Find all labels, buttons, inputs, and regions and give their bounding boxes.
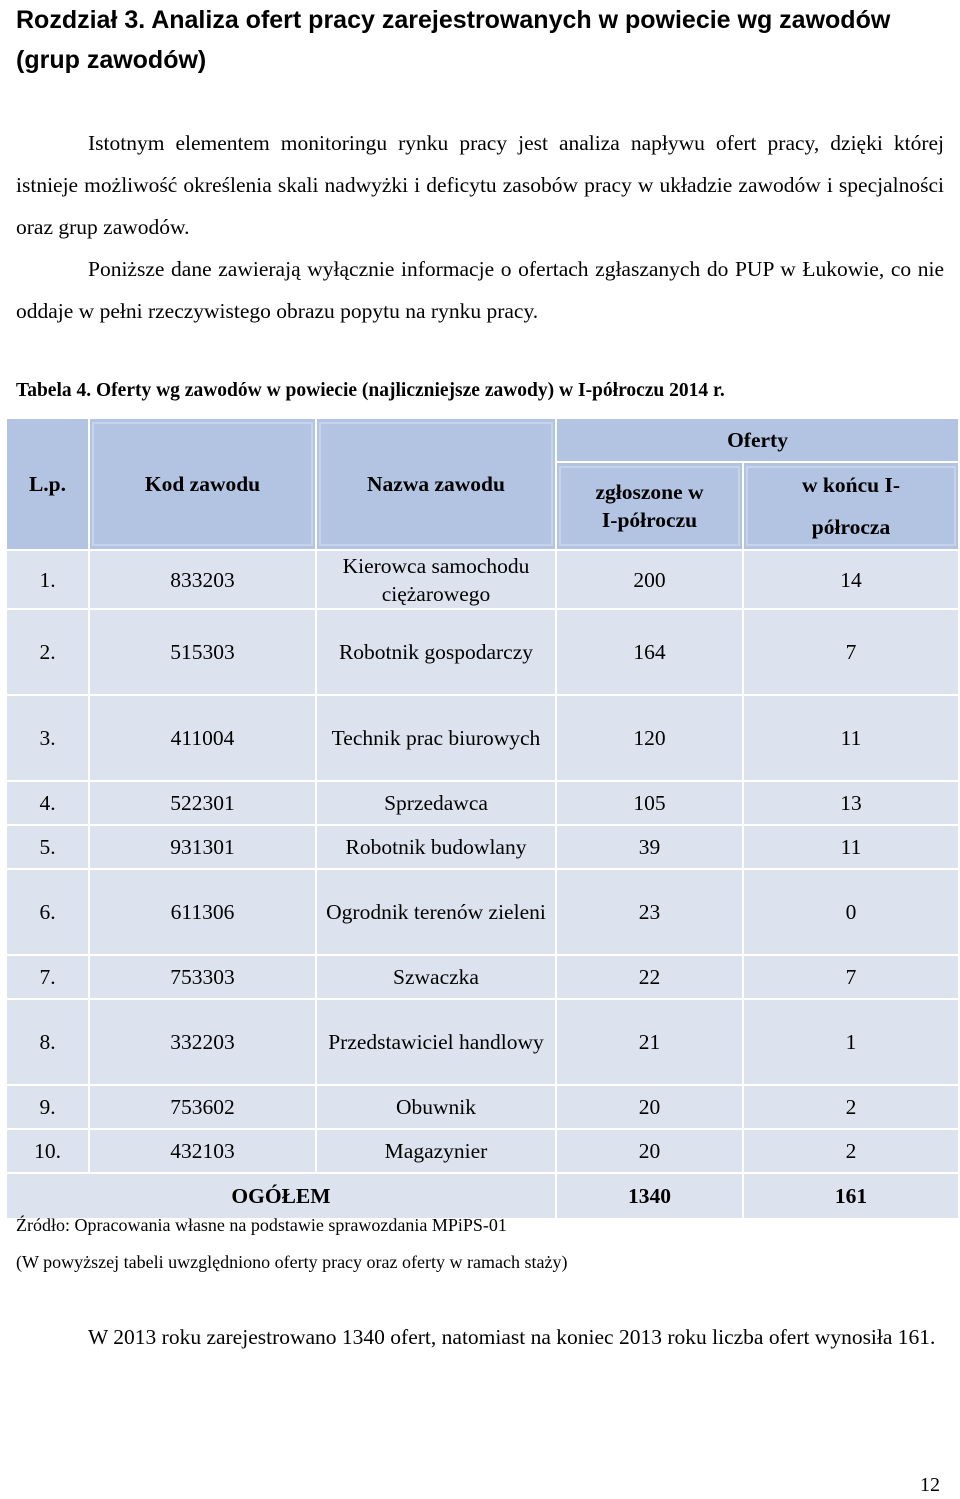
cell-lp: 4.: [6, 781, 89, 825]
total-koniec: 161: [743, 1173, 959, 1219]
cell-zgloszone: 39: [556, 825, 743, 869]
header-koniec-label: w końcu I-półrocza: [802, 473, 900, 539]
cell-kod: 432103: [89, 1129, 316, 1173]
cell-nazwa: Szwaczka: [316, 955, 556, 999]
cell-lp: 1.: [6, 550, 89, 609]
cell-nazwa: Robotnik gospodarczy: [316, 609, 556, 695]
cell-zgloszone: 164: [556, 609, 743, 695]
cell-zgloszone: 105: [556, 781, 743, 825]
cell-kod: 522301: [89, 781, 316, 825]
cell-koniec: 14: [743, 550, 959, 609]
paragraph-intro: [16, 122, 944, 248]
header-koniec: [743, 462, 959, 550]
cell-kod: 411004: [89, 695, 316, 781]
cell-koniec: 11: [743, 825, 959, 869]
cell-koniec: 1: [743, 999, 959, 1085]
table-row: [6, 1085, 959, 1129]
header-kod: [89, 418, 316, 550]
cell-kod: 931301: [89, 825, 316, 869]
cell-koniec: 2: [743, 1085, 959, 1129]
paragraph-intro-text: Istotnym elementem monitoringu rynku pracy jest analiza napływu ofert pracy, dzięki której istnieje możliwość określenia skali nadwyżki i deficytu zasobów pracy w układzie zawodów i specjalności oraz grup zawodów.: [16, 131, 944, 239]
cell-lp: 5.: [6, 825, 89, 869]
paragraph-summary: [16, 1316, 944, 1358]
cell-zgloszone: 120: [556, 695, 743, 781]
table-row: [6, 781, 959, 825]
total-label: OGÓŁEM: [6, 1173, 556, 1219]
table-row: [6, 609, 959, 695]
table-row: [6, 825, 959, 869]
cell-lp: 8.: [6, 999, 89, 1085]
paragraph-pup-note: [16, 248, 944, 332]
total-row: [6, 1173, 959, 1219]
cell-koniec: 11: [743, 695, 959, 781]
header-zgloszone: [556, 462, 743, 550]
cell-zgloszone: 22: [556, 955, 743, 999]
cell-nazwa: Obuwnik: [316, 1085, 556, 1129]
header-lp: [6, 418, 89, 550]
paragraph-pup-note-text: Poniższe dane zawierają wyłącznie informacje o ofertach zgłaszanych do PUP w Łukowie, co nie oddaje w pełni rzeczywistego obrazu popytu na rynku pracy.: [16, 257, 944, 323]
header-lp-label: L.p.: [28, 472, 67, 496]
cell-nazwa: Robotnik budowlany: [316, 825, 556, 869]
header-zgloszone-label: zgłoszone w I-półroczu: [595, 480, 704, 532]
cell-lp: 2.: [6, 609, 89, 695]
header-oferty-label: Oferty: [727, 428, 788, 452]
table-row: [6, 550, 959, 609]
header-oferty: [556, 418, 959, 462]
cell-nazwa: Ogrodnik terenów zieleni: [316, 869, 556, 955]
paragraph-summary-text: W 2013 roku zarejestrowano 1340 ofert, natomiast na koniec 2013 roku liczba ofert wynosiła 161.: [88, 1325, 936, 1349]
page-number: 12: [920, 1474, 940, 1496]
offers-table: [5, 417, 960, 1220]
cell-kod: 753303: [89, 955, 316, 999]
cell-nazwa: Magazynier: [316, 1129, 556, 1173]
total-zgloszone: 1340: [556, 1173, 743, 1219]
table-row: [6, 999, 959, 1085]
cell-zgloszone: 21: [556, 999, 743, 1085]
cell-koniec: 7: [743, 609, 959, 695]
cell-koniec: 2: [743, 1129, 959, 1173]
cell-nazwa: Kierowca samochodu ciężarowego: [316, 550, 556, 609]
cell-lp: 6.: [6, 869, 89, 955]
cell-zgloszone: 20: [556, 1085, 743, 1129]
header-nazwa-label: Nazwa zawodu: [367, 472, 505, 496]
table-source: Źródło: Opracowania własne na podstawie sprawozdania MPiPS-01: [16, 1215, 507, 1235]
cell-zgloszone: 200: [556, 550, 743, 609]
cell-koniec: 13: [743, 781, 959, 825]
table-row: [6, 869, 959, 955]
cell-zgloszone: 23: [556, 869, 743, 955]
table-note: (W powyższej tabeli uwzględniono oferty pracy oraz oferty w ramach staży): [16, 1252, 568, 1272]
cell-koniec: 0: [743, 869, 959, 955]
header-nazwa: [316, 418, 556, 550]
table-caption: Tabela 4. Oferty wg zawodów w powiecie (najliczniejsze zawody) w I-półroczu 2014 r.: [16, 380, 725, 401]
table-row: [6, 695, 959, 781]
table-row: [6, 1129, 959, 1173]
cell-kod: 332203: [89, 999, 316, 1085]
cell-kod: 611306: [89, 869, 316, 955]
cell-lp: 9.: [6, 1085, 89, 1129]
cell-lp: 3.: [6, 695, 89, 781]
table-row: [6, 955, 959, 999]
cell-zgloszone: 20: [556, 1129, 743, 1173]
cell-koniec: 7: [743, 955, 959, 999]
cell-kod: 515303: [89, 609, 316, 695]
cell-nazwa: Sprzedawca: [316, 781, 556, 825]
cell-lp: 10.: [6, 1129, 89, 1173]
header-kod-label: Kod zawodu: [144, 472, 261, 496]
cell-kod: 833203: [89, 550, 316, 609]
cell-nazwa: Technik prac biurowych: [316, 695, 556, 781]
chapter-title: Rozdział 3. Analiza ofert pracy zarejestrowanych w powiecie wg zawodów (grup zawodów): [16, 6, 891, 74]
cell-nazwa: Przedstawiciel handlowy: [316, 999, 556, 1085]
cell-lp: 7.: [6, 955, 89, 999]
cell-kod: 753602: [89, 1085, 316, 1129]
